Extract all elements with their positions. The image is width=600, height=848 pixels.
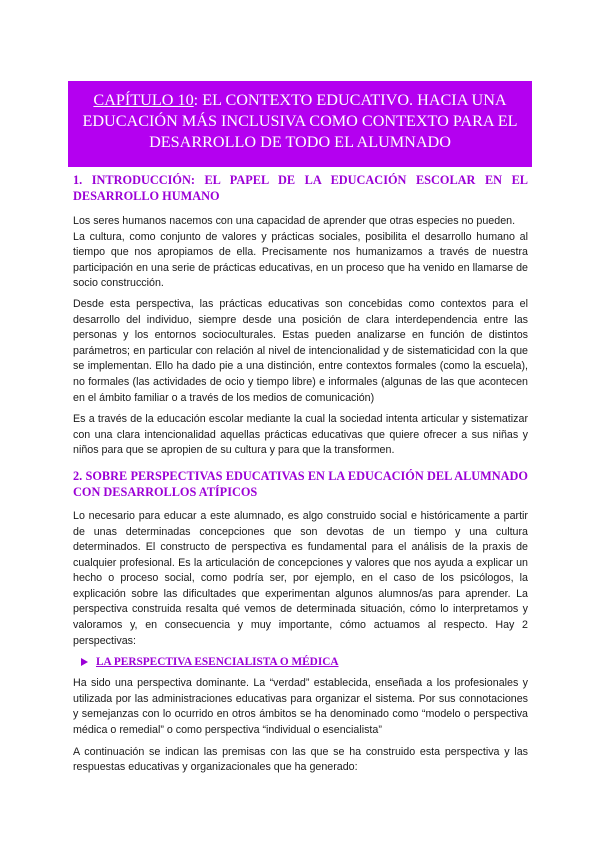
subsection-heading bbox=[73, 654, 528, 670]
chapter-separator: : bbox=[193, 91, 203, 109]
section-1-paragraph-2: La cultura, como conjunto de valores y prácticas sociales, posibilita el desarrollo humano al tiempo que nos apropiamos de ella. Precisamente nos humanizamos a través de nuestra participación en una serie de prácticas educativas, en un proceso que ha venido en llamarse de socio construcción. bbox=[73, 230, 528, 290]
chapter-title-box bbox=[68, 81, 532, 167]
section-2-heading: 2. SOBRE PERSPECTIVAS EDUCATIVAS EN LA EDUCACIÓN DEL ALUMNADO CON DESARROLLOS ATÍPICOS bbox=[73, 468, 528, 499]
chapter-number: CAPÍTULO 10 bbox=[93, 91, 194, 109]
section-1-paragraph-1: Los seres humanos nacemos con una capacidad de aprender que otras especies no pueden. bbox=[73, 215, 516, 227]
subsection-paragraph-2: A continuación se indican las premisas con las que se ha construido esta perspectiva y las respuestas educativas y organizacionales que ha generado: bbox=[73, 745, 528, 774]
document-content bbox=[73, 172, 528, 776]
section-1-heading: 1. INTRODUCCIÓN: EL PAPEL DE LA EDUCACIÓN ESCOLAR EN EL DESARROLLO HUMANO bbox=[73, 173, 528, 203]
chapter-title: EL CONTEXTO EDUCATIVO. HACIA UNA EDUCACIÓN MÁS INCLUSIVA COMO CONTEXTO PARA EL DESARROLLO DE TODO EL ALUMNADO bbox=[82, 91, 518, 151]
section-1-paragraph-3: Desde esta perspectiva, las prácticas educativas son concebidas como contextos para el desarrollo del individuo, siempre desde una posición de clara interdependencia entre las personas y los entornos socioculturales. Estas pueden analizarse en función de distintos parámetros; en particular con relación al nivel de intencionalidad y de sistematicidad con la que se implementan. Ello ha dado pie a una distinción, entre contextos formales (como la escuela), no formales (las actividades de ocio y tiempo libre) e informales (algunas de las que acontecen en el ámbito familiar o a través de los medios de comunicación) bbox=[73, 297, 528, 404]
subsection-heading-label: LA PERSPECTIVA ESENCIALISTA O MÉDICA bbox=[96, 656, 339, 669]
arrow-bullet-icon bbox=[81, 658, 88, 666]
section-2-paragraph-1: Lo necesario para educar a este alumnado, es algo construido social e históricamente a partir de unas determinadas concepciones que son devotas de un tiempo y una cultura determinados. El constructo de perspectiva es fundamental para el análisis de la praxis de cualquier profesional. Es la articulación de concepciones y valores que nos ayuda a explicar un hecho o proceso social, como podría ser, por ejemplo, en el caso de los psicólogos, la explicación sobre las dificultades que experimentan algunos alumnos/as para aprender. La perspectiva construida resalta qué vemos de determinada situación, cómo lo interpretamos y valoramos y, en consecuencia y muy importante, cómo actuamos al respecto. Hay 2 perspectivas: bbox=[73, 509, 528, 647]
subsection-paragraph-1: Ha sido una perspectiva dominante. La “verdad” establecida, enseñada a los profesionales y utilizada por las administraciones educativas para organizar el sistema. Por sus connotaciones y semejanzas con lo ocurrido en otros ámbitos se ha denominado como “modelo o perspectiva médica o remedial” o como perspectiva “individual o esencialista” bbox=[73, 677, 528, 737]
section-1-paragraph-4: Es a través de la educación escolar mediante la cual la sociedad intenta articular y sistematizar con una clara intencionalidad aquellas prácticas educativas que quiere ofrecer a sus niñas y niños para que se apropien de su cultura y para que la transformen. bbox=[73, 413, 528, 457]
